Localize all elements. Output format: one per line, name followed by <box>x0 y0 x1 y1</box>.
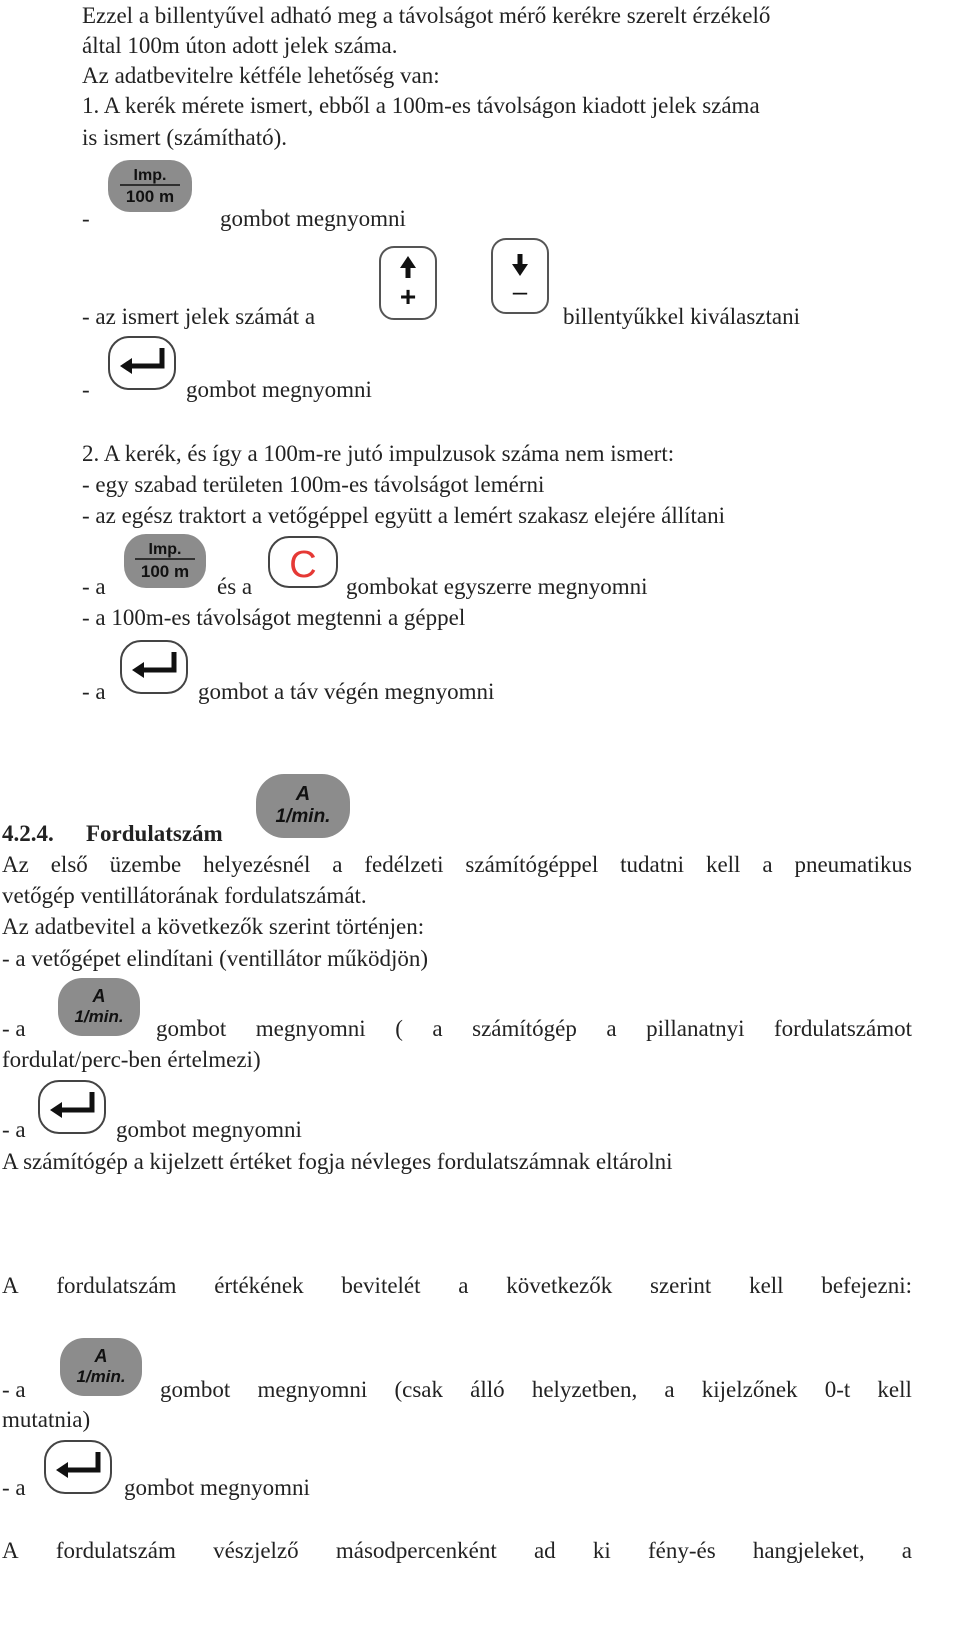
enter-key-icon <box>118 638 190 696</box>
word: gombot <box>156 1016 227 1041</box>
imp-100m-key-icon <box>122 532 208 590</box>
text-line: fordulat/perc-ben értelmezi) <box>2 1047 261 1072</box>
text-line: által 100m úton adott jelek száma. <box>82 33 398 58</box>
text-line: - a vetőgépet elindítani (ventillátor működjön) <box>2 946 429 971</box>
svg-text:Imp.: Imp. <box>148 541 182 558</box>
word: megnyomni <box>257 1377 368 1402</box>
word: fény-és <box>647 1538 716 1563</box>
rpm-key-icon <box>254 772 352 840</box>
word: pillanatnyi <box>646 1016 745 1041</box>
word: ad <box>533 1538 556 1563</box>
dash: - <box>82 206 90 231</box>
word: a <box>606 1016 617 1041</box>
word: kell <box>877 1377 912 1402</box>
clear-key-icon <box>266 534 340 590</box>
word: bevitelét <box>341 1273 421 1298</box>
word: Az <box>2 852 29 877</box>
word: megnyomni <box>255 1016 366 1041</box>
svg-text:+: + <box>399 281 417 312</box>
enter-key-icon <box>42 1438 114 1496</box>
justified-line <box>160 1376 912 1404</box>
text-span: - az ismert jelek számát a <box>82 304 316 329</box>
word: kell <box>749 1273 784 1298</box>
word: ( <box>395 1016 403 1041</box>
dash: - <box>82 377 90 402</box>
word: következők <box>506 1273 613 1298</box>
text-span: gombot megnyomni <box>124 1475 310 1500</box>
word: befejezni: <box>821 1273 912 1298</box>
enter-key-icon <box>36 1078 108 1136</box>
svg-text:A: A <box>92 986 106 1006</box>
justified-line <box>2 851 912 879</box>
text-line: Az adatbevitelre kétféle lehetőség van: <box>82 63 440 88</box>
word: a <box>332 852 343 877</box>
svg-text:A: A <box>295 783 311 805</box>
word: 0-t <box>824 1377 851 1402</box>
word: pneumatikus <box>794 852 912 877</box>
word: a <box>901 1538 912 1563</box>
down-minus-key-icon <box>489 236 551 316</box>
word: kell <box>705 852 741 877</box>
word: helyzetben, <box>531 1377 638 1402</box>
word: gombot <box>160 1377 231 1402</box>
text-line: - egy szabad területen 100m-es távolságot lemérni <box>82 472 545 497</box>
word: hangjeleket, <box>752 1538 865 1563</box>
up-plus-key-icon <box>377 244 439 322</box>
text-span: és a <box>217 574 253 599</box>
word: kijelzőnek <box>701 1377 798 1402</box>
word: helyezésnél <box>203 852 311 877</box>
text-span: - a <box>2 1016 26 1041</box>
text-span: gombot megnyomni <box>186 377 372 402</box>
word: másodpercenként <box>335 1538 497 1563</box>
svg-text:1/min.: 1/min. <box>74 1007 124 1026</box>
justified-line <box>2 1272 912 1300</box>
svg-text:100 m: 100 m <box>125 187 175 206</box>
word: vészjelző <box>213 1538 299 1563</box>
svg-text:–: – <box>512 276 528 306</box>
justified-line <box>2 1537 912 1565</box>
text-line: Az adatbevitel a következők szerint történjen: <box>2 914 425 939</box>
text-span: gombokat egyszerre megnyomni <box>346 574 648 599</box>
text-line: mutatnia) <box>2 1407 91 1432</box>
word: fordulatszámot <box>774 1016 912 1041</box>
text-line: vetőgép ventillátorának fordulatszámát. <box>2 883 367 908</box>
svg-text:C: C <box>289 544 317 586</box>
word: a <box>432 1016 443 1041</box>
enter-key-icon <box>106 334 178 392</box>
word: számítógép <box>472 1016 577 1041</box>
rpm-key-icon <box>56 976 142 1038</box>
word: A <box>2 1273 19 1298</box>
word: ki <box>592 1538 611 1563</box>
svg-text:A: A <box>94 1346 108 1366</box>
section-number: 4.2.4. <box>2 821 54 846</box>
text-line: - az egész traktort a vetőgéppel együtt a lemért szakasz elejére állítani <box>82 503 726 528</box>
word: számítógéppel <box>465 852 599 877</box>
word: A <box>2 1538 19 1563</box>
rpm-key-icon <box>58 1336 144 1398</box>
section-title: Fordulatszám <box>86 821 223 846</box>
text-line: 1. A kerék mérete ismert, ebből a 100m-es távolságon kiadott jelek száma <box>82 93 760 118</box>
word: első <box>50 852 88 877</box>
word: üzembe <box>109 852 182 877</box>
word: a <box>458 1273 469 1298</box>
text-span: - a <box>82 574 106 599</box>
word: szerint <box>650 1273 712 1298</box>
text-span: billentyűkkel kiválasztani <box>563 304 800 329</box>
imp-100m-key-icon <box>106 158 194 214</box>
word: fordulatszám <box>56 1273 177 1298</box>
text-span: - a <box>2 1475 26 1500</box>
text-span: gombot megnyomni <box>116 1117 302 1142</box>
text-line: 2. A kerék, és így a 100m-re jutó impulzusok száma nem ismert: <box>82 441 675 466</box>
text-line: - a 100m-es távolságot megtenni a géppel <box>82 605 466 630</box>
word: a <box>664 1377 675 1402</box>
word: tudatni <box>620 852 685 877</box>
text-span: gombot a táv végén megnyomni <box>198 679 495 704</box>
word: fordulatszám <box>55 1538 176 1563</box>
text-span: - a <box>2 1377 26 1402</box>
text-span: - a <box>2 1117 26 1142</box>
word: (csak <box>394 1377 444 1402</box>
text-line: is ismert (számítható). <box>82 125 288 150</box>
word: értékének <box>214 1273 304 1298</box>
text-line: A számítógép a kijelzett értéket fogja névleges fordulatszámnak eltárolni <box>2 1149 673 1174</box>
justified-line <box>156 1015 912 1043</box>
svg-text:1/min.: 1/min. <box>76 1367 126 1386</box>
svg-text:Imp.: Imp. <box>133 167 167 184</box>
word: álló <box>470 1377 505 1402</box>
svg-text:100 m: 100 m <box>140 562 190 581</box>
svg-text:1/min.: 1/min. <box>275 806 331 827</box>
text-span: - a <box>82 679 106 704</box>
text-span: gombot megnyomni <box>220 206 406 231</box>
text-line: Ezzel a billentyűvel adható meg a távolságot mérő kerékre szerelt érzékelő <box>82 3 771 28</box>
word: fedélzeti <box>364 852 444 877</box>
word: a <box>762 852 773 877</box>
